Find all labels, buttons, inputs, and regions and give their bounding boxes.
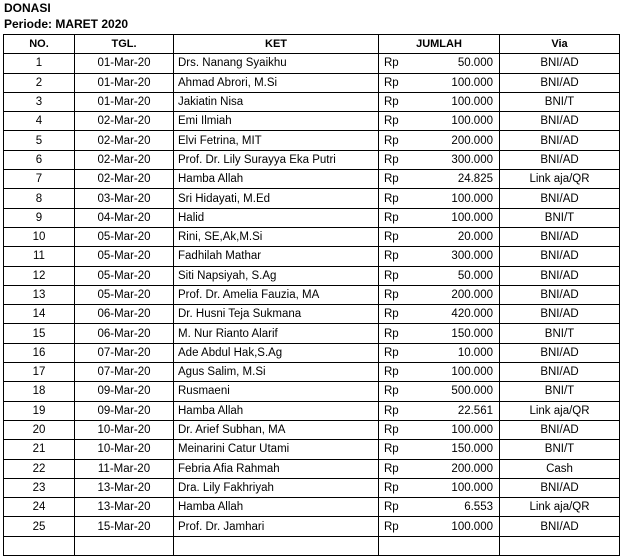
- period-label: Periode: MARET 2020: [4, 17, 129, 31]
- table-row: [4, 536, 620, 555]
- cell-via: BNI/AD: [500, 285, 620, 304]
- cell-no: 9: [4, 208, 75, 227]
- cell-no: 12: [4, 266, 75, 285]
- currency-label: Rp: [384, 76, 399, 89]
- cell-jumlah: [379, 343, 500, 362]
- table-row: [4, 131, 620, 150]
- cell-jumlah: [379, 536, 500, 555]
- cell-amount: 200.000: [451, 462, 493, 475]
- cell-via: BNI/T: [500, 440, 620, 459]
- cell-no: 24: [4, 498, 75, 517]
- document-title: DONASI: [4, 1, 51, 15]
- table-row: [4, 324, 620, 343]
- cell-no: 11: [4, 247, 75, 266]
- cell-amount: 500.000: [451, 385, 493, 398]
- table-row: [4, 440, 620, 459]
- cell-amount: 100.000: [451, 366, 493, 379]
- cell-ket: Ade Abdul Hak,S.Ag: [174, 343, 379, 362]
- donation-table: [3, 34, 620, 556]
- cell-via: BNI/AD: [500, 420, 620, 439]
- cell-amount: 100.000: [451, 481, 493, 494]
- cell-jumlah: [379, 440, 500, 459]
- cell-no: 23: [4, 478, 75, 497]
- currency-label: Rp: [384, 269, 399, 282]
- cell-via: BNI/AD: [500, 266, 620, 285]
- cell-ket: Prof. Dr. Amelia Fauzia, MA: [174, 285, 379, 304]
- cell-via: BNI/AD: [500, 189, 620, 208]
- cell-no: 19: [4, 401, 75, 420]
- cell-no: 7: [4, 170, 75, 189]
- cell-no: 8: [4, 189, 75, 208]
- cell-no: 25: [4, 517, 75, 536]
- cell-date: 02-Mar-20: [75, 131, 174, 150]
- cell-date: 09-Mar-20: [75, 401, 174, 420]
- cell-via: BNI/AD: [500, 305, 620, 324]
- cell-date: 06-Mar-20: [75, 324, 174, 343]
- cell-date: 04-Mar-20: [75, 208, 174, 227]
- cell-ket: Dr. Arief Subhan, MA: [174, 420, 379, 439]
- cell-jumlah: [379, 54, 500, 73]
- cell-amount: 6.553: [464, 501, 493, 514]
- cell-no: 18: [4, 382, 75, 401]
- cell-no: 4: [4, 112, 75, 131]
- cell-amount: 100.000: [451, 424, 493, 437]
- currency-label: Rp: [384, 96, 399, 109]
- cell-jumlah: [379, 73, 500, 92]
- cell-jumlah: [379, 363, 500, 382]
- currency-label: Rp: [384, 481, 399, 494]
- cell-date: [75, 536, 174, 555]
- currency-label: Rp: [384, 366, 399, 379]
- cell-ket: Hamba Allah: [174, 401, 379, 420]
- cell-no: 16: [4, 343, 75, 362]
- table-header-row: [4, 35, 620, 54]
- currency-label: Rp: [384, 57, 399, 70]
- cell-jumlah: [379, 266, 500, 285]
- cell-date: 15-Mar-20: [75, 517, 174, 536]
- cell-no: 1: [4, 54, 75, 73]
- cell-jumlah: [379, 150, 500, 169]
- table-row: [4, 247, 620, 266]
- table-row: [4, 401, 620, 420]
- cell-amount: 200.000: [451, 134, 493, 147]
- cell-date: 13-Mar-20: [75, 478, 174, 497]
- cell-via: BNI/AD: [500, 363, 620, 382]
- cell-ket: Febria Afia Rahmah: [174, 459, 379, 478]
- table-row: [4, 363, 620, 382]
- cell-no: 21: [4, 440, 75, 459]
- cell-ket: Siti Napsiyah, S.Ag: [174, 266, 379, 285]
- cell-jumlah: [379, 324, 500, 343]
- cell-no: 6: [4, 150, 75, 169]
- cell-ket: Hamba Allah: [174, 170, 379, 189]
- cell-via: BNI/AD: [500, 343, 620, 362]
- cell-amount: 100.000: [451, 192, 493, 205]
- table-row: [4, 382, 620, 401]
- cell-date: 05-Mar-20: [75, 266, 174, 285]
- cell-jumlah: [379, 92, 500, 111]
- cell-via: [500, 536, 620, 555]
- cell-ket: Hamba Allah: [174, 498, 379, 517]
- cell-date: 01-Mar-20: [75, 54, 174, 73]
- cell-ket: Jakiatin Nisa: [174, 92, 379, 111]
- cell-date: 07-Mar-20: [75, 363, 174, 382]
- table-row: [4, 54, 620, 73]
- table-row: [4, 112, 620, 131]
- currency-label: Rp: [384, 462, 399, 475]
- cell-amount: 300.000: [451, 250, 493, 263]
- currency-label: Rp: [384, 231, 399, 244]
- currency-label: Rp: [384, 443, 399, 456]
- cell-ket: Meinarini Catur Utami: [174, 440, 379, 459]
- cell-amount: 22.561: [457, 404, 493, 417]
- cell-date: 02-Mar-20: [75, 150, 174, 169]
- cell-amount: 10.000: [457, 346, 493, 359]
- cell-no: 3: [4, 92, 75, 111]
- header-ket: KET: [174, 35, 379, 54]
- currency-label: Rp: [384, 250, 399, 263]
- cell-amount: 150.000: [451, 443, 493, 456]
- cell-date: 05-Mar-20: [75, 227, 174, 246]
- cell-via: BNI/T: [500, 324, 620, 343]
- cell-amount: 50.000: [457, 57, 493, 70]
- cell-date: 07-Mar-20: [75, 343, 174, 362]
- cell-ket: Halid: [174, 208, 379, 227]
- table-body: [4, 54, 620, 556]
- currency-label: Rp: [384, 308, 399, 321]
- cell-amount: 100.000: [451, 520, 493, 533]
- cell-jumlah: [379, 285, 500, 304]
- currency-label: Rp: [384, 153, 399, 166]
- cell-date: 01-Mar-20: [75, 73, 174, 92]
- cell-via: BNI/AD: [500, 112, 620, 131]
- table-row: [4, 459, 620, 478]
- cell-ket: Dr. Husni Teja Sukmana: [174, 305, 379, 324]
- currency-label: Rp: [384, 404, 399, 417]
- currency-label: Rp: [384, 134, 399, 147]
- cell-jumlah: [379, 420, 500, 439]
- cell-no: 22: [4, 459, 75, 478]
- cell-jumlah: [379, 227, 500, 246]
- currency-label: Rp: [384, 424, 399, 437]
- cell-date: 10-Mar-20: [75, 440, 174, 459]
- table-row: [4, 266, 620, 285]
- cell-amount: 20.000: [457, 231, 493, 244]
- cell-date: 03-Mar-20: [75, 189, 174, 208]
- table-row: [4, 343, 620, 362]
- currency-label: Rp: [384, 289, 399, 301]
- cell-via: BNI/AD: [500, 517, 620, 536]
- cell-jumlah: [379, 131, 500, 150]
- table-row: [4, 208, 620, 227]
- cell-jumlah: [379, 208, 500, 227]
- cell-ket: Drs. Nanang Syaikhu: [174, 54, 379, 73]
- cell-date: 09-Mar-20: [75, 382, 174, 401]
- header-no: NO.: [4, 35, 75, 54]
- cell-ket: Prof. Dr. Jamhari: [174, 517, 379, 536]
- cell-jumlah: [379, 170, 500, 189]
- cell-jumlah: [379, 459, 500, 478]
- cell-date: 05-Mar-20: [75, 247, 174, 266]
- cell-no: 20: [4, 420, 75, 439]
- cell-amount: 300.000: [451, 153, 493, 166]
- cell-via: BNI/AD: [500, 54, 620, 73]
- table-row: [4, 285, 620, 304]
- table-row: [4, 150, 620, 169]
- cell-ket: Ahmad Abrori, M.Si: [174, 73, 379, 92]
- header-via: Via: [500, 35, 620, 54]
- cell-amount: 100.000: [451, 211, 493, 224]
- cell-jumlah: [379, 382, 500, 401]
- cell-ket: Prof. Dr. Lily Surayya Eka Putri: [174, 150, 379, 169]
- header-date: TGL.: [75, 35, 174, 54]
- cell-amount: 100.000: [451, 96, 493, 109]
- currency-label: Rp: [384, 501, 399, 514]
- table-row: [4, 498, 620, 517]
- cell-jumlah: [379, 112, 500, 131]
- table-row: [4, 227, 620, 246]
- cell-ket: Agus Salim, M.Si: [174, 363, 379, 382]
- cell-date: 06-Mar-20: [75, 305, 174, 324]
- cell-via: BNI/T: [500, 382, 620, 401]
- currency-label: Rp: [384, 115, 399, 128]
- cell-amount: 100.000: [451, 115, 493, 128]
- cell-via: BNI/AD: [500, 227, 620, 246]
- cell-ket: Sri Hidayati, M.Ed: [174, 189, 379, 208]
- currency-label: Rp: [384, 211, 399, 224]
- cell-date: 05-Mar-20: [75, 285, 174, 304]
- cell-amount: 24.825: [457, 173, 493, 186]
- cell-no: 5: [4, 131, 75, 150]
- cell-amount: 150.000: [451, 327, 493, 340]
- table-row: [4, 305, 620, 324]
- cell-via: Link aja/QR: [500, 170, 620, 189]
- table-row: [4, 517, 620, 536]
- cell-no: 2: [4, 73, 75, 92]
- cell-via: BNI/T: [500, 208, 620, 227]
- currency-label: Rp: [384, 173, 399, 186]
- cell-ket: M. Nur Rianto Alarif: [174, 324, 379, 343]
- cell-ket: Rini, SE,Ak,M.Si: [174, 227, 379, 246]
- cell-via: BNI/AD: [500, 478, 620, 497]
- cell-no: 13: [4, 285, 75, 304]
- cell-no: 14: [4, 305, 75, 324]
- cell-jumlah: [379, 498, 500, 517]
- cell-jumlah: [379, 305, 500, 324]
- header-jumlah: JUMLAH: [379, 35, 500, 54]
- table-row: [4, 478, 620, 497]
- currency-label: Rp: [384, 520, 399, 533]
- cell-ket: Elvi Fetrina, MIT: [174, 131, 379, 150]
- cell-via: Cash: [500, 459, 620, 478]
- cell-ket: Fadhilah Mathar: [174, 247, 379, 266]
- cell-date: 11-Mar-20: [75, 459, 174, 478]
- cell-date: 02-Mar-20: [75, 170, 174, 189]
- cell-jumlah: [379, 478, 500, 497]
- currency-label: Rp: [384, 192, 399, 205]
- cell-via: BNI/AD: [500, 150, 620, 169]
- table-row: [4, 92, 620, 111]
- cell-amount: 200.000: [451, 289, 493, 301]
- table-row: [4, 170, 620, 189]
- cell-ket: Dra. Lily Fakhriyah: [174, 478, 379, 497]
- cell-date: 02-Mar-20: [75, 112, 174, 131]
- cell-date: 01-Mar-20: [75, 92, 174, 111]
- cell-via: Link aja/QR: [500, 498, 620, 517]
- cell-amount: 420.000: [451, 308, 493, 321]
- cell-jumlah: [379, 247, 500, 266]
- cell-via: Link aja/QR: [500, 401, 620, 420]
- cell-via: BNI/AD: [500, 247, 620, 266]
- cell-date: 10-Mar-20: [75, 420, 174, 439]
- cell-via: BNI/T: [500, 92, 620, 111]
- cell-no: 10: [4, 227, 75, 246]
- cell-no: [4, 536, 75, 555]
- cell-amount: 50.000: [457, 269, 493, 282]
- cell-no: 17: [4, 363, 75, 382]
- table-row: [4, 420, 620, 439]
- cell-date: 13-Mar-20: [75, 498, 174, 517]
- currency-label: Rp: [384, 327, 399, 340]
- cell-jumlah: [379, 189, 500, 208]
- cell-no: 15: [4, 324, 75, 343]
- cell-via: BNI/AD: [500, 131, 620, 150]
- table-row: [4, 73, 620, 92]
- cell-ket: Emi Ilmiah: [174, 112, 379, 131]
- currency-label: Rp: [384, 385, 399, 398]
- currency-label: Rp: [384, 346, 399, 359]
- cell-jumlah: [379, 517, 500, 536]
- cell-ket: Rusmaeni: [174, 382, 379, 401]
- table-row: [4, 189, 620, 208]
- cell-amount: 100.000: [451, 76, 493, 89]
- cell-via: BNI/AD: [500, 73, 620, 92]
- cell-ket: [174, 536, 379, 555]
- cell-jumlah: [379, 401, 500, 420]
